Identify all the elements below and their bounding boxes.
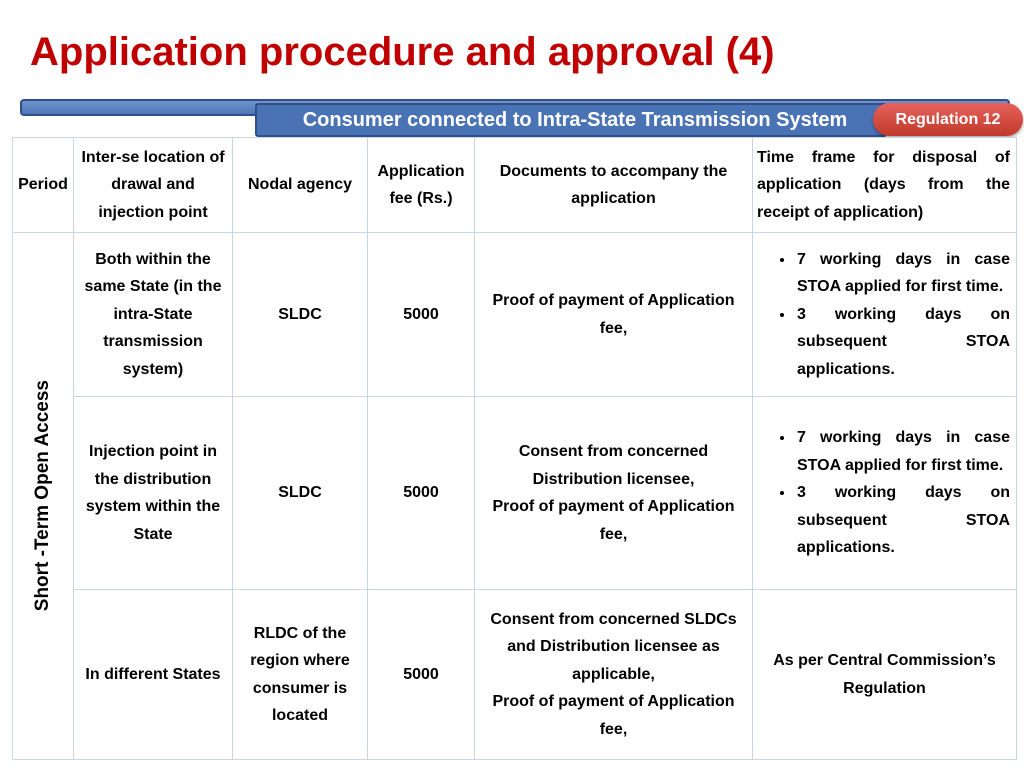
subtitle-banner — [255, 103, 887, 137]
row-location: Both within the same State (in the intra-State transmission system) — [74, 233, 233, 397]
table-row — [13, 590, 1017, 760]
regulation-badge-text: Regulation 12 — [895, 110, 1001, 128]
timeframe-item: • 7 working days in case STOA applied for first time. — [795, 246, 1010, 301]
table-row — [13, 397, 1017, 590]
row-documents — [475, 590, 753, 760]
header-fee: Application fee (Rs.) — [368, 138, 475, 233]
table-row — [13, 233, 1017, 397]
regulation-badge — [873, 103, 1023, 136]
row-location: Injection point in the distribution system within the State — [74, 397, 233, 590]
header-documents: Documents to accompany the application — [475, 138, 753, 233]
row-documents — [475, 397, 753, 590]
timeframe-item: • 3 working days on subsequent STOA applications. — [795, 301, 1010, 384]
row-agency: RLDC of the region where consumer is located — [233, 590, 368, 760]
timeframe-list — [757, 246, 1010, 384]
document-item: Proof of payment of Application fee, — [492, 498, 735, 543]
timeframe-item: • 3 working days on subsequent STOA applications. — [795, 479, 1010, 562]
timeframe-item: • 7 working days in case STOA applied for first time. — [795, 424, 1010, 479]
document-item: Consent from concerned Distribution licensee, — [518, 443, 709, 488]
row-fee: 5000 — [368, 590, 475, 760]
header-agency: Nodal agency — [233, 138, 368, 233]
header-period: Period — [13, 138, 74, 233]
period-cell — [13, 233, 74, 760]
header-timeframe: Time frame for disposal of application (days from the receipt of application) — [753, 138, 1017, 233]
header-row — [13, 138, 1017, 233]
row-timeframe — [753, 233, 1017, 397]
row-fee: 5000 — [368, 397, 475, 590]
period-label: Short -Term Open Access — [32, 380, 54, 612]
document-item: Proof of payment of Application fee, — [492, 693, 735, 738]
row-agency: SLDC — [233, 233, 368, 397]
document-item: Consent from concerned SLDCs and Distribution licensee as applicable, — [490, 610, 737, 683]
row-fee: 5000 — [368, 233, 475, 397]
procedure-table — [12, 137, 1017, 760]
row-location: In different States — [74, 590, 233, 760]
row-documents — [475, 233, 753, 397]
page-title: Application procedure and approval (4) — [30, 30, 775, 74]
row-timeframe: As per Central Commission’s Regulation — [753, 590, 1017, 760]
header-location: Inter-se location of drawal and injection point — [74, 138, 233, 233]
row-timeframe — [753, 397, 1017, 590]
subtitle-text: Consumer connected to Intra-State Transmission System — [302, 108, 848, 131]
timeframe-list — [757, 424, 1010, 562]
row-agency: SLDC — [233, 397, 368, 590]
document-item: Proof of payment of Application fee, — [492, 292, 735, 337]
